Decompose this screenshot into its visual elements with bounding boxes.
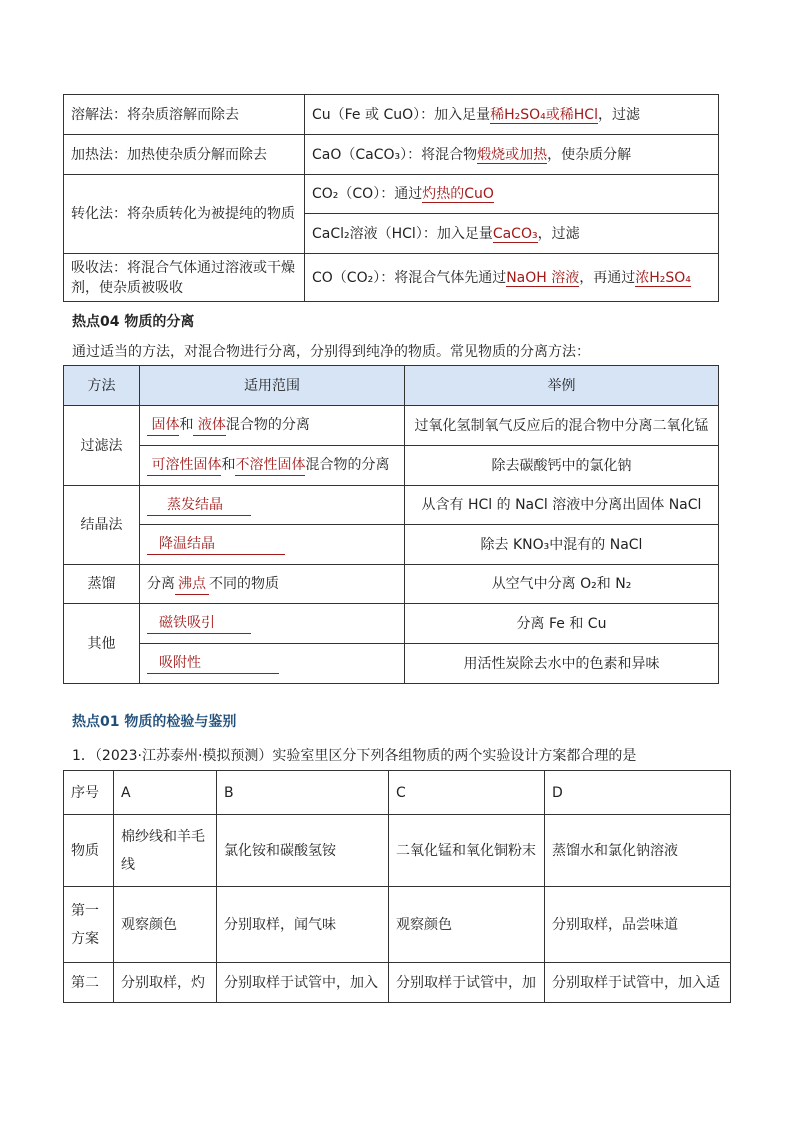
option-cell: 分别取样，闻气味 bbox=[217, 887, 389, 963]
scope-text: 和 bbox=[179, 417, 194, 433]
method-name: 过滤法 bbox=[64, 406, 140, 486]
scope-text: 分离 bbox=[147, 575, 175, 592]
method-cell: 溶解法：将杂质溶解而除去 bbox=[64, 95, 305, 135]
separation-methods-table bbox=[63, 365, 719, 684]
method-cell: 转化法：将杂质转化为被提纯的物质 bbox=[64, 175, 305, 254]
option-cell: 观察颜色 bbox=[114, 887, 217, 963]
example-prefix: Cu（Fe 或 CuO）：加入足量 bbox=[312, 106, 491, 123]
example-cell bbox=[305, 175, 719, 214]
example-suffix: ，过滤 bbox=[537, 225, 580, 242]
answer-blank: 固体 bbox=[147, 415, 179, 436]
header-cell: D bbox=[545, 771, 731, 815]
example-cell: 分离 Fe 和 Cu bbox=[405, 604, 719, 644]
example-cell: 除去 KNO₃中混有的 NaCl bbox=[405, 525, 719, 565]
example-prefix: CaO（CaCO₃）：将混合物 bbox=[312, 146, 478, 163]
scope-cell bbox=[140, 406, 405, 446]
answer-blank: 可溶性固体 bbox=[147, 455, 221, 476]
scope-cell bbox=[140, 446, 405, 486]
method-name: 结晶法 bbox=[64, 486, 140, 565]
header-cell: B bbox=[217, 771, 389, 815]
scope-cell bbox=[140, 565, 405, 604]
answer-blank: 不溶性固体 bbox=[235, 455, 305, 476]
header-scope: 适用范围 bbox=[140, 366, 405, 406]
section-heading: 热点01 物质的检验与鉴别 bbox=[72, 714, 237, 730]
answer-blank: 磁铁吸引 bbox=[147, 613, 251, 634]
option-cell: 棉纱线和羊毛线 bbox=[114, 815, 217, 887]
option-cell: 分别取样于试管中，加入 bbox=[217, 963, 389, 1003]
header-cell: A bbox=[114, 771, 217, 815]
example-middle: ，再通过 bbox=[579, 269, 636, 286]
method-cell: 加热法：加热使杂质分解而除去 bbox=[64, 135, 305, 175]
option-cell: 分别取样于试管中，加入适 bbox=[545, 963, 731, 1003]
example-cell: 从空气中分离 O₂和 N₂ bbox=[405, 565, 719, 604]
header-method: 方法 bbox=[64, 366, 140, 406]
example-suffix: ，使杂质分解 bbox=[547, 146, 632, 163]
scope-cell bbox=[140, 525, 405, 565]
option-cell: 分别取样，灼 bbox=[114, 963, 217, 1003]
section-intro: 通过适当的方法，对混合物进行分离，分别得到纯净的物质。常见物质的分离方法： bbox=[72, 344, 590, 360]
row-label: 物质 bbox=[64, 815, 114, 887]
question-text: 1．（2023·江苏泰州·模拟预测）实验室里区分下列各组物质的两个实验设计方案都合理的是 bbox=[72, 748, 637, 764]
example-cell: 过氧化氢制氧气反应后的混合物中分离二氧化锰 bbox=[405, 406, 719, 446]
method-name: 蒸馏 bbox=[64, 565, 140, 604]
answer-blank: 吸附性 bbox=[147, 653, 279, 674]
answer-blank: 灼热的CuO bbox=[422, 186, 494, 202]
answer-blank: 稀H₂SO₄或稀HCl bbox=[490, 106, 598, 123]
question-options-table bbox=[63, 770, 731, 1003]
header-example: 举例 bbox=[405, 366, 719, 406]
example-prefix: CO₂（CO）：通过 bbox=[312, 186, 423, 202]
option-cell: 分别取样于试管中，加 bbox=[389, 963, 545, 1003]
answer-blank: 煅烧或加热 bbox=[477, 146, 548, 163]
scope-text: 混合物的分离 bbox=[305, 457, 390, 473]
option-cell: 氯化铵和碳酸氢铵 bbox=[217, 815, 389, 887]
scope-cell bbox=[140, 604, 405, 644]
answer-blank: 降温结晶 bbox=[147, 534, 285, 555]
example-cell bbox=[305, 214, 719, 254]
header-cell: 序号 bbox=[64, 771, 114, 815]
scope-text: 混合物的分离 bbox=[225, 417, 310, 433]
option-cell: 分别取样，品尝味道 bbox=[545, 887, 731, 963]
example-cell bbox=[305, 95, 719, 135]
answer-blank: CaCO₃ bbox=[492, 225, 538, 242]
answer-blank: NaOH 溶液 bbox=[506, 269, 580, 286]
example-cell: 除去碳酸钙中的氯化钠 bbox=[405, 446, 719, 486]
method-cell: 吸收法：将混合气体通过溶液或干燥剂，使杂质被吸收 bbox=[64, 254, 305, 302]
scope-text: 和 bbox=[221, 457, 236, 473]
answer-blank: 蒸发结晶 bbox=[147, 495, 251, 516]
answer-blank: 沸点 bbox=[175, 574, 209, 595]
option-cell: 观察颜色 bbox=[389, 887, 545, 963]
example-cell: 从含有 HCl 的 NaCl 溶液中分离出固体 NaCl bbox=[405, 486, 719, 525]
row-label: 第二 bbox=[64, 963, 114, 1003]
scope-cell bbox=[140, 486, 405, 525]
example-cell bbox=[305, 254, 719, 302]
scope-text: 不同的物质 bbox=[209, 575, 279, 592]
header-cell: C bbox=[389, 771, 545, 815]
example-suffix: ，过滤 bbox=[597, 106, 640, 123]
answer-blank: 浓H₂SO₄ bbox=[635, 269, 691, 286]
section-heading: 热点04 物质的分离 bbox=[72, 314, 195, 330]
answer-blank: 液体 bbox=[193, 415, 225, 436]
row-label: 第一方案 bbox=[64, 887, 114, 963]
example-prefix: CaCl₂溶液（HCl）：加入足量 bbox=[312, 225, 493, 242]
example-prefix: CO（CO₂）：将混合气体先通过 bbox=[312, 269, 507, 286]
example-cell bbox=[305, 135, 719, 175]
scope-cell bbox=[140, 644, 405, 684]
purification-methods-table bbox=[63, 94, 719, 302]
example-cell: 用活性炭除去水中的色素和异味 bbox=[405, 644, 719, 684]
option-cell: 二氧化锰和氧化铜粉末 bbox=[389, 815, 545, 887]
option-cell: 蒸馏水和氯化钠溶液 bbox=[545, 815, 731, 887]
method-name: 其他 bbox=[64, 604, 140, 684]
